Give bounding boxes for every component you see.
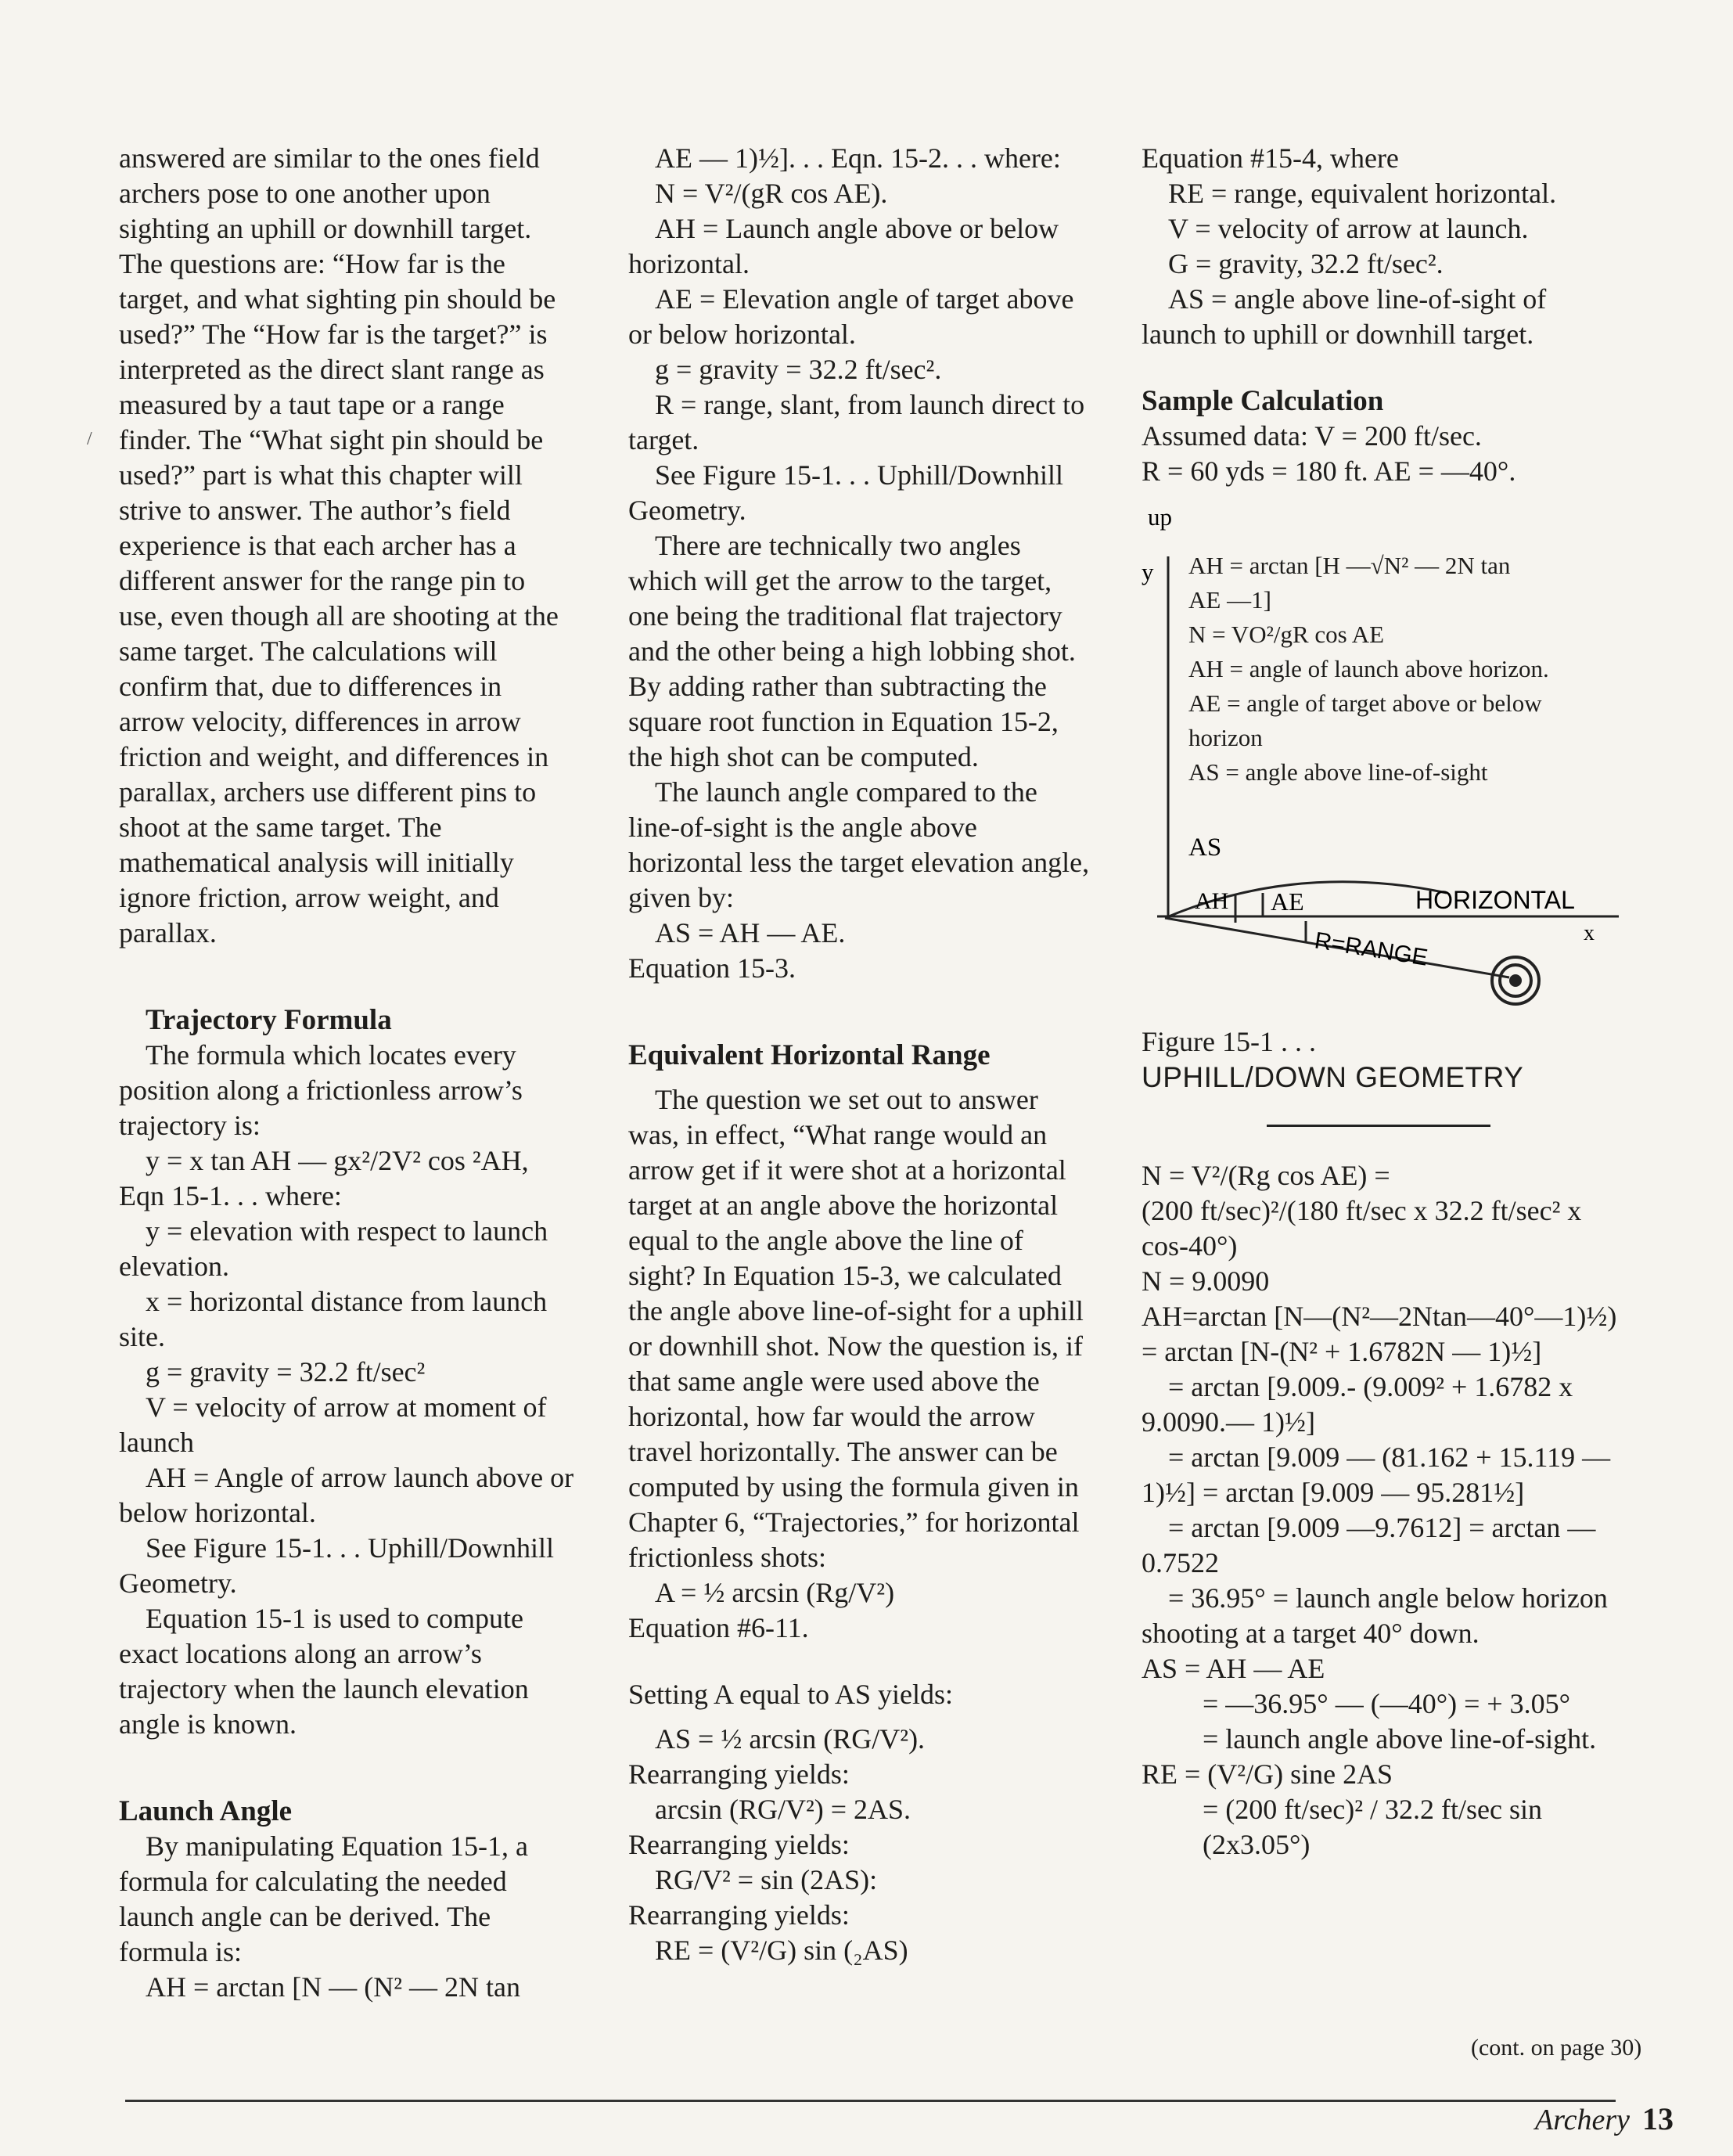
- column-1: [119, 141, 574, 2005]
- equation-label: Equation 15-3.: [628, 952, 796, 984]
- figure-line: AH = angle of launch above horizon.: [1188, 655, 1549, 682]
- equation-label: Eqn 15-1. . . where:: [119, 1180, 342, 1211]
- assumed-data: R = 60 yds = 180 ft. AE = —40°.: [1142, 455, 1516, 487]
- magazine-name: Archery: [1535, 2104, 1630, 2136]
- calc-line: = arctan [9.009.- (9.009² + 1.6782 x 9.0090.— 1)½]: [1142, 1371, 1573, 1438]
- calc-line: = arctan [9.009 —9.7612] = arctan —0.7522: [1142, 1512, 1596, 1578]
- calc-line: = (200 ft/sec)² / 32.2 ft/sec sin (2x3.05°): [1203, 1794, 1543, 1860]
- calc-line: N = 9.0090: [1142, 1265, 1270, 1297]
- paragraph: answered are similar to the ones field archers pose to one another upon sighting an uphill or downhill target. The questions are: “How far is the target, and what sighting pin should be used?” The “How far is the target?” is interpreted as the direct slant range as measured by a taut tape or a range finder. The “What sight pin should be used?” part is what this chapter will strive to answer. The author’s field experience is that each archer has a different answer for the range pin to use, even though all are shooting at the same target. The calculations will confirm that, due to differences in arrow velocity, differences in arrow friction and weight, and differences in parallax, archers use different pins to shoot at the same target. The mathematical analysis will initially ignore friction, arrow weight, and parallax.: [119, 142, 559, 948]
- target-bullseye: [1509, 974, 1522, 987]
- page-number: 13: [1641, 2101, 1674, 2136]
- definition: AE = Elevation angle of target above or below horizontal.: [628, 283, 1074, 350]
- definition: R = range, slant, from launch direct to target.: [628, 389, 1085, 455]
- definition: g = gravity = 32.2 ft/sec².: [655, 354, 942, 385]
- calc-line: = —36.95° — (—40°) = + 3.05°: [1203, 1688, 1571, 1719]
- column-3: [1142, 141, 1627, 1863]
- definition: AH = Angle of arrow launch above or below horizontal.: [119, 1462, 574, 1528]
- figure-formulas: [1188, 549, 1627, 790]
- figure-line: N = VO²/gR cos AE: [1188, 621, 1385, 648]
- margin-mark: /: [87, 429, 92, 449]
- equation-15-1: y = x tan AH — gx²/2V² cos ²AH,: [146, 1145, 529, 1176]
- definition: y = elevation with respect to launch elevation.: [119, 1215, 548, 1282]
- figure-reference: See Figure 15-1. . . Uphill/Downhill Geometry.: [628, 459, 1063, 526]
- figure-line: horizon: [1188, 724, 1263, 751]
- equation-15-2-start: AH = arctan [N — (N² — 2N tan: [146, 1971, 520, 2003]
- heading-sample-calculation: Sample Calculation: [1142, 385, 1384, 417]
- definition: V = velocity of arrow at launch.: [1168, 213, 1529, 244]
- figure-reference: See Figure 15-1. . . Uphill/Downhill Geometry.: [119, 1532, 554, 1599]
- paragraph: The formula which locates every position along a frictionless arrow’s trajectory is:: [119, 1039, 523, 1141]
- y-axis-label: y: [1142, 558, 1154, 585]
- calc-line: N = V²/(Rg cos AE) =: [1142, 1160, 1390, 1191]
- definition: RE = range, equivalent horizontal.: [1168, 178, 1557, 209]
- figure-title: UPHILL/DOWN GEOMETRY: [1142, 1061, 1524, 1093]
- figure-line: AS = angle above line-of-sight: [1188, 758, 1488, 786]
- paragraph: There are technically two angles which will get the arrow to the target, one being the traditional flat trajectory and the other being a high lobbing shot. By adding rather than subtracting the square root function in Equation 15-2, the high shot can be computed.: [628, 530, 1076, 772]
- definition: AH = Launch angle above or below horizontal.: [628, 213, 1059, 279]
- text-line: Rearranging yields:: [628, 1899, 850, 1931]
- paragraph: The question we set out to answer was, in effect, “What range would an arrow get if it were shot at a horizontal target at an angle above the horizontal equal to the angle above the line of sight? In Equation 15-3, we calculated the angle above line-of-sight for a uphill or downhill shot. Now the question is, if that same angle were used above the horizontal, how far would the arrow travel horizontally. The answer can be computed by using the formula given in Chapter 6, “Trajectories,” for horizontal frictionless shots:: [628, 1084, 1084, 1573]
- calc-line: RE = (V²/G) sine 2AS: [1142, 1758, 1393, 1790]
- calc-line: = arctan [9.009 — (81.162 + 15.119 — 1)½] = arctan [9.009 — 95.281½]: [1142, 1442, 1611, 1508]
- equation: arcsin (RG/V²) = 2AS.: [655, 1794, 911, 1825]
- calc-line: AS = AH — AE: [1142, 1653, 1325, 1684]
- equation: AS = ½ arcsin (RG/V²).: [655, 1723, 926, 1755]
- heading-trajectory-formula: Trajectory Formula: [146, 1004, 392, 1036]
- equation-6-11: A = ½ arcsin (Rg/V²): [655, 1577, 895, 1608]
- footer-rule: [125, 2100, 1616, 2102]
- text-line: Rearranging yields:: [628, 1829, 850, 1860]
- figure-caption: Figure 15-1 . . .: [1142, 1026, 1316, 1057]
- as-label: AS: [1188, 833, 1222, 862]
- section-divider: [1267, 1125, 1490, 1127]
- heading-launch-angle: Launch Angle: [119, 1795, 293, 1827]
- definition: V = velocity of arrow at moment of launch: [119, 1391, 547, 1458]
- figure-line: AE —1]: [1188, 586, 1271, 614]
- equation-15-2-end: AE — 1)½]. . . Eqn. 15-2. . . where:: [655, 142, 1061, 174]
- calc-line: (200 ft/sec)²/(180 ft/sec x 32.2 ft/sec² x cos-40°): [1142, 1195, 1582, 1262]
- assumed-data: Assumed data: V = 200 ft/sec.: [1142, 420, 1482, 452]
- definition: x = horizontal distance from launch site.: [119, 1286, 548, 1352]
- calc-line: AH=arctan [N—(N²—2Ntan—40°—1)½) = arctan [N-(N² + 1.6782N — 1)½]: [1142, 1301, 1617, 1367]
- text-line: Equation #15-4, where: [1142, 142, 1399, 174]
- paragraph: By manipulating Equation 15-1, a formula for calculating the needed launch angle can be derived. The formula is:: [119, 1830, 528, 1967]
- equation: RG/V² = sin (2AS):: [655, 1864, 878, 1895]
- figure-15-1: [1142, 494, 1627, 1010]
- paragraph: The launch angle compared to the line-of-sight is the angle above horizontal less the target elevation angle, given by:: [628, 776, 1090, 913]
- continuation-note: (cont. on page 30): [1471, 2035, 1642, 2061]
- ae-label: AE: [1271, 887, 1304, 916]
- paragraph: Setting A equal to AS yields:: [628, 1679, 954, 1710]
- range-label: R=RANGE: [1312, 927, 1430, 971]
- definition: g = gravity = 32.2 ft/sec²: [146, 1356, 426, 1388]
- heading-equivalent-horizontal-range: Equivalent Horizontal Range: [628, 1039, 991, 1071]
- figure-line: AE = angle of target above or below: [1188, 689, 1542, 717]
- page-footer: [1535, 2100, 1674, 2137]
- ah-label: AH: [1195, 888, 1229, 914]
- figure-line: AH = arctan [H —√N² — 2N tan: [1188, 552, 1511, 579]
- equation-15-4: RE = (V²/G) sin (₂AS): [655, 1935, 908, 1966]
- equation-label: Equation #6-11.: [628, 1612, 809, 1643]
- paragraph: Equation 15-1 is used to compute exact locations along an arrow’s trajectory when the launch elevation angle is known.: [119, 1603, 529, 1740]
- definition: N = V²/(gR cos AE).: [655, 178, 888, 209]
- x-axis-label: x: [1584, 921, 1595, 945]
- text-line: Rearranging yields:: [628, 1758, 850, 1790]
- column-2: [628, 141, 1090, 1968]
- definition: G = gravity, 32.2 ft/sec².: [1168, 248, 1444, 279]
- horizontal-label: HORIZONTAL: [1415, 886, 1575, 914]
- calc-line: = launch angle above line-of-sight.: [1203, 1723, 1597, 1755]
- calc-line: = 36.95° = launch angle below horizon shooting at a target 40° down.: [1142, 1582, 1608, 1649]
- up-label: up: [1148, 503, 1172, 531]
- definition: AS = angle above line-of-sight of launch to uphill or downhill target.: [1142, 283, 1547, 350]
- equation-15-3: AS = AH — AE.: [655, 917, 846, 948]
